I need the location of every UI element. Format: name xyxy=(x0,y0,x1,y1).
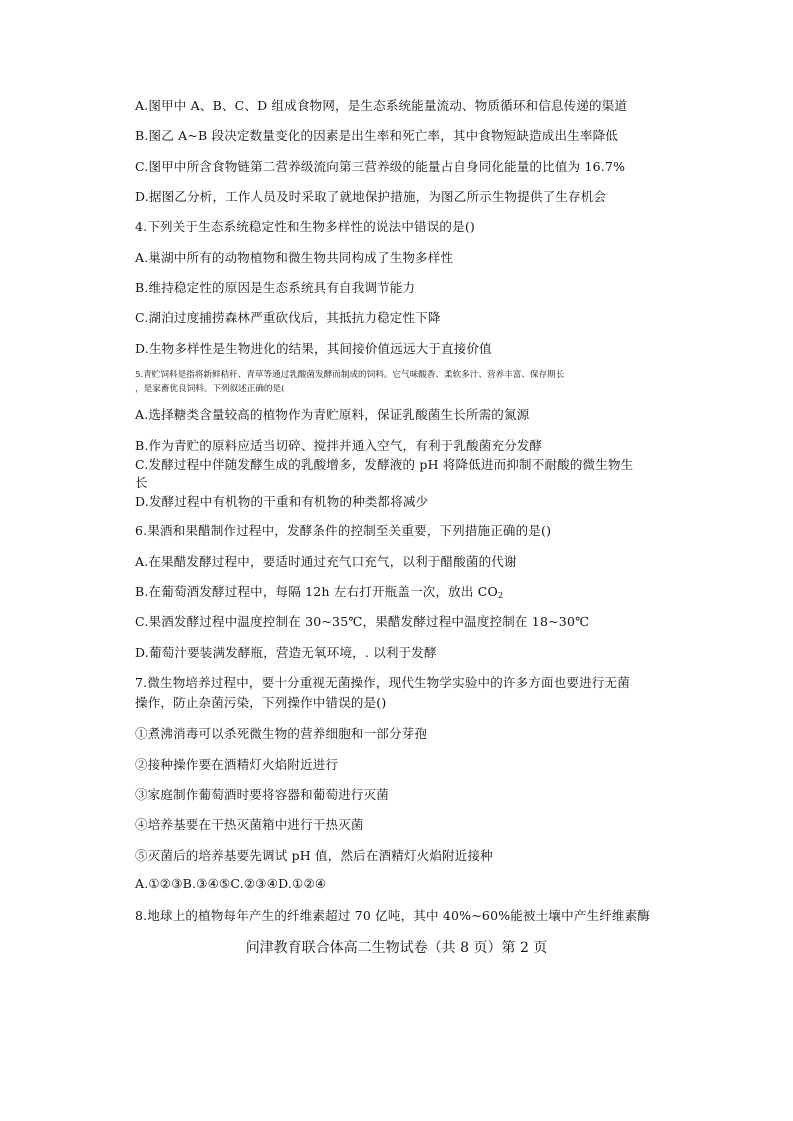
line-4: D.据图乙分析，工作人员及时采取了就地保护措施，为图乙所示生物提供了生存机会 xyxy=(135,189,607,204)
line-20: C.果酒发酵过程中温度控制在 30~35℃，果醋发酵过程中温度控制在 18~30℃ xyxy=(135,614,590,629)
question-4-stem: 4.下列关于生态系统稳定性和生物多样性的说法中错误的是() xyxy=(135,219,475,234)
line-26: ③家庭制作葡萄酒时要将容器和葡萄进行灭菌 xyxy=(135,787,390,802)
line-28: ⑤灭菌后的培养基要先调试 pH 值，然后在酒精灯火焰附近接种 xyxy=(135,848,493,863)
line-14: C.发酵过程中伴随发酵生成的乳酸增多，发酵液的 pH 将降低进而抑制不耐酸的微生物生 xyxy=(135,457,634,472)
page-footer: 问津教育联合体高二生物试卷（共 8 页）第 2 页 xyxy=(245,940,548,956)
line-24: ①煮沸消毒可以杀死微生物的营养细胞和一部分芽孢 xyxy=(135,726,428,741)
line-15: 长 xyxy=(135,475,148,490)
question-8-stem: 8.地球上的植物每年产生的纤维素超过 70 亿吨，其中 40%~60%能被土壤中产生纤维素酶 xyxy=(135,908,650,923)
line-12: A.选择糖类含量较高的植物作为青贮原料，保证乳酸菌生长所需的氮源 xyxy=(135,407,530,422)
line-19-text: B.在葡萄酒发酵过程中，每隔 12h 左右打开瓶盖一次，放出 CO xyxy=(135,584,498,599)
line-3: C.图甲中所含食物链第二营养级流向第三营养级的能量占自身同化能量的比值为 16.7% xyxy=(135,159,626,174)
line-29: A.①②③B.③④⑤C.②③④D.①②④ xyxy=(135,876,327,891)
question-7-stem: 7.微生物培养过程中，要十分重视无菌操作，现代生物学实验中的许多方面也要进行无菌 xyxy=(135,675,630,690)
line-1: A.图甲中 A、B、C、D 组成食物网，是生态系统能量流动、物质循环和信息传递的渠道 xyxy=(135,98,628,113)
line-18: A.在果醋发酵过程中，要适时通过充气口充气，以利于醋酸菌的代谢 xyxy=(135,554,517,569)
question-5-stem-cont: ，是家畜优良饲料。下列叙述正确的是( xyxy=(135,384,285,394)
line-8: C.湖泊过度捕捞森林严重砍伐后，其抵抗力稳定性下降 xyxy=(135,310,441,325)
line-23: 操作，防止杂菌污染，下列操作中错误的是() xyxy=(135,695,387,710)
line-25: ②接种操作要在酒精灯火焰附近进行 xyxy=(135,757,339,772)
line-19 xyxy=(135,582,503,600)
line-7: B.维持稳定性的原因是生态系统具有自我调节能力 xyxy=(135,280,416,295)
line-27: ④培养基要在干热灭菌箱中进行干热灭菌 xyxy=(135,817,364,832)
line-13: B.作为青贮的原料应适当切碎、搅拌并通入空气，有利于乳酸菌充分发酵 xyxy=(135,438,543,453)
line-9: D.生物多样性是生物进化的结果，其间接价值远远大于直接价值 xyxy=(135,341,492,356)
line-6: A.巢湖中所有的动物植物和微生物共同构成了生物多样性 xyxy=(135,250,454,265)
question-5-stem: 5.青贮饲料是指将新鲜秸秆、青草等通过乳酸菌发酵而制成的饲料。它气味酸香、柔软多汁、营养丰富、保存期长 xyxy=(135,370,565,380)
co2-subscript: 2 xyxy=(497,591,504,600)
line-21: D.葡萄汁要装满发酵瓶，营造无氧环境，. 以利于发酵 xyxy=(135,645,437,660)
question-6-stem: 6.果酒和果醋制作过程中，发酵条件的控制至关重要，下列措施正确的是() xyxy=(135,523,552,538)
line-16: D.发酵过程中有机物的干重和有机物的种类都将减少 xyxy=(135,494,429,509)
line-2: B.图乙 A~B 段决定数量变化的因素是出生率和死亡率，其中食物短缺造成出生率降低 xyxy=(135,128,618,143)
